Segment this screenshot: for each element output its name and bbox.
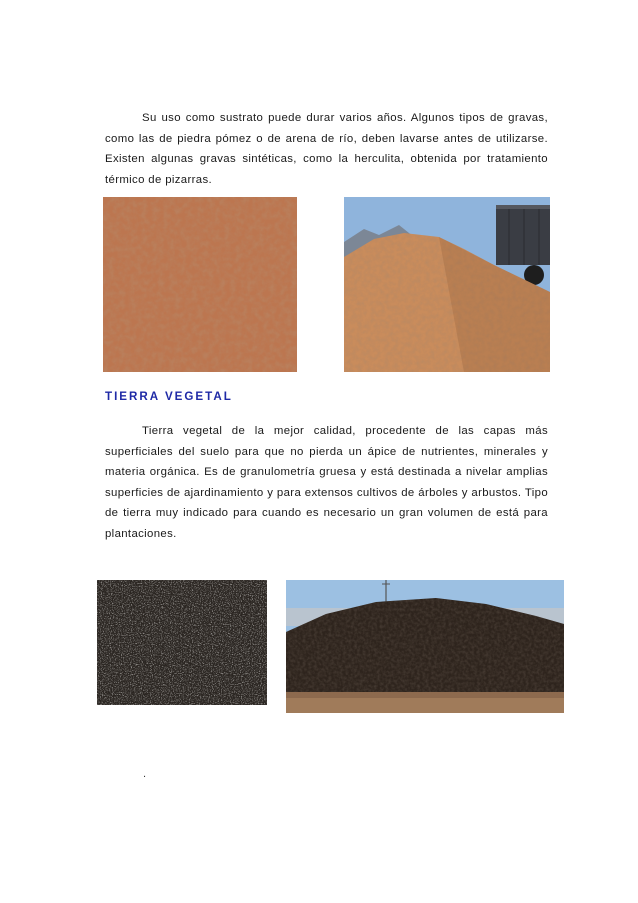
paragraph-gravas bbox=[105, 108, 548, 190]
soil-pile-photo bbox=[286, 580, 564, 713]
clay-texture-photo bbox=[103, 197, 297, 372]
paragraph-tierra-vegetal bbox=[105, 421, 548, 545]
sand-pile-photo bbox=[344, 197, 550, 372]
section-heading-tierra-vegetal: TIERRA VEGETAL bbox=[105, 390, 233, 403]
paragraph-tierra-vegetal-text: Tierra vegetal de la mejor calidad, procedente de las capas más superficiales del suelo para que no pierda un ápice de nutrientes, minerales y materia orgánica. Es de granulometría gruesa y está destinada a nivelar amplias superficies de ajardinamiento y para extensos cultivos de árboles y arbustos. Tipo de tierra muy indicado para cuando es necesario un gran volumen de está para plantaciones. bbox=[105, 425, 548, 540]
paragraph-gravas-text: Su uso como sustrato puede durar varios años. Algunos tipos de gravas, como las de piedra pómez o de arena de río, deben lavarse antes de utilizarse. Existen algunas gravas sintéticas, como la herculita, obtenida por tratamiento térmico de pizarras. bbox=[105, 112, 548, 186]
trailing-mark: . bbox=[143, 768, 147, 780]
soil-texture-photo bbox=[97, 580, 267, 705]
